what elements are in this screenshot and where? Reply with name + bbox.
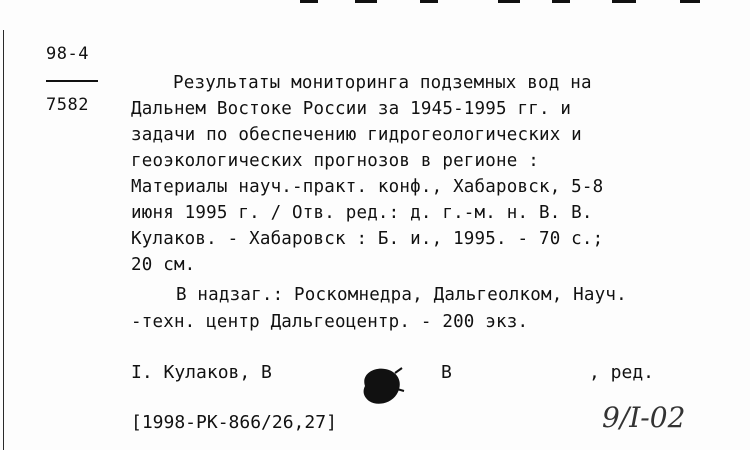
accession-number: 7582 <box>46 95 89 115</box>
call-number: [1998-РК-866/26,27] <box>131 412 337 433</box>
description-line: -техн. центр Дальгеоцентр. - 200 экз. <box>131 312 529 332</box>
card-left-edge <box>3 30 4 450</box>
added-entry-initial: В <box>441 362 452 383</box>
description-line: Результаты мониторинга подземных вод на <box>173 73 592 93</box>
description-line: Дальнем Востоке России за 1945-1995 гг. и <box>131 99 572 119</box>
shelf-mark: 98-4 <box>46 44 89 64</box>
shelf-mark-divider <box>46 80 98 82</box>
handwritten-date-text: 9/I-02 <box>602 401 686 434</box>
description-line: задачи по обеспечению гидрогеологических и <box>131 125 582 145</box>
handwritten-date <box>596 395 720 441</box>
description-line: В надзаг.: Роскомнедра, Дальгеолком, Науч. <box>133 285 627 305</box>
description-line: Кулаков. - Хабаровск : Б. и., 1995. - 70 с.; <box>131 229 604 249</box>
description-line: Материалы науч.-практ. конф., Хабаровск, 5-8 <box>131 177 604 197</box>
description-line: июня 1995 г. / Отв. ред.: д. г.-м. н. В. В. <box>131 203 593 223</box>
description-line: 20 см. <box>131 255 196 275</box>
added-entry-name: I. Кулаков, В <box>131 362 272 383</box>
added-entry-role: , ред. <box>589 362 655 383</box>
ink-stamp-mark <box>357 364 405 408</box>
description-line: геоэкологических прогнозов в регионе : <box>131 151 539 171</box>
